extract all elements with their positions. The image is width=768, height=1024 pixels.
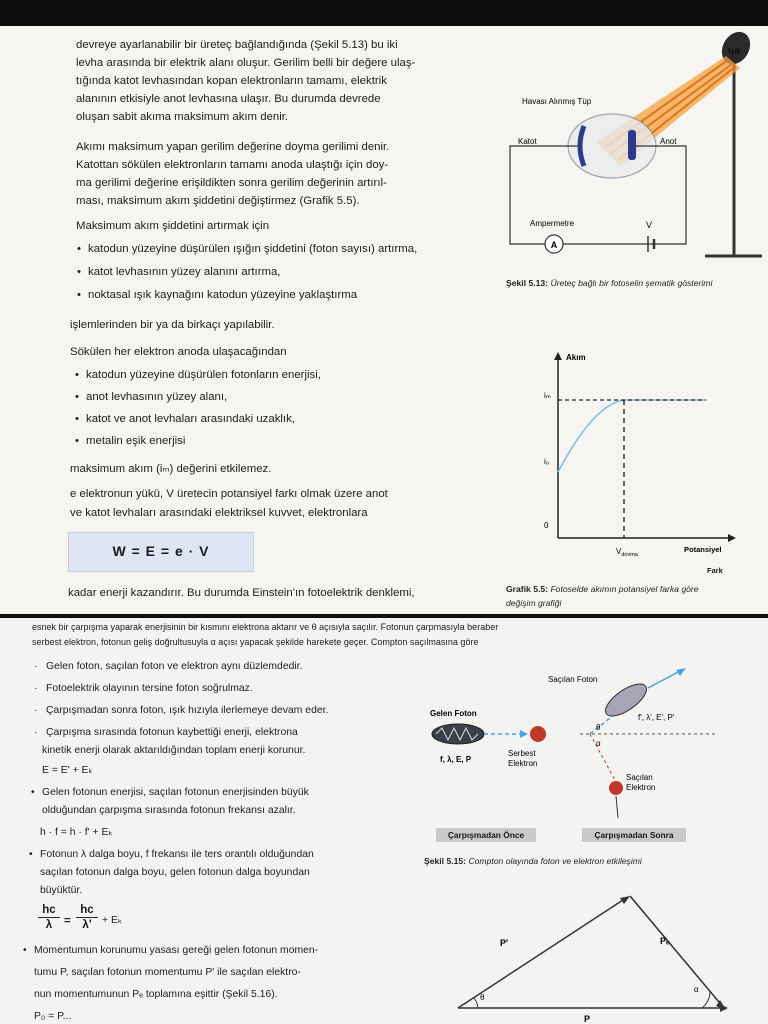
current-voltage-graph (524, 346, 768, 556)
cathode-label: Katot (518, 137, 537, 146)
frac-den: λ' (82, 919, 92, 931)
text-line: kinetik enerji olarak aktarıldığından toplam enerji korunur. (42, 745, 306, 756)
alpha-label: α (596, 739, 601, 748)
frac-num: hc (42, 904, 56, 916)
vdoyma-sub: doyma (621, 552, 638, 556)
p-label: P (584, 1014, 591, 1024)
equation: h · f = h · f' + Eₖ (40, 827, 113, 838)
incoming-photon-label: Gelen Foton (430, 709, 477, 718)
list-item: • katodun yüzeyine düşürülen fotonların enerjisi, (86, 368, 321, 382)
intro-line: esnek bir çarpışma yaparak enerjisinin bir kısmını elektrona aktarır ve θ açısıyla saçılır. Fotonun çarpmasıyla beraber (32, 622, 499, 632)
page-bottom (0, 618, 768, 1024)
text-line: ve katot levhaları arasındaki elektriksel kuvvet, elektronlara (70, 507, 368, 519)
dash-item: · Fotoelektrik olayının tersine foton soğrulmaz. (34, 683, 253, 694)
list-heading: Maksimum akım şiddetini artırmak için (76, 220, 270, 232)
origin-label: 0 (544, 521, 549, 530)
intro-line: serbest elektron, fotonun geliş doğrultusuyla α açısı yapacak şekilde harekete geçer. Compton saçılmasına göre (32, 637, 479, 647)
figure-caption (424, 856, 642, 866)
fraction (76, 904, 98, 931)
dash-item: · Çarpışma sırasında fotonun kaybettiği enerji, elektrona (34, 727, 298, 738)
text-line: kadar enerji kazandırır. Bu durumda Einstein'ın fotoelektrik denklemi, (68, 587, 415, 599)
ammeter-label: Ampermetre (530, 219, 575, 228)
list-footer: işlemlerinden bir ya da birkaçı yapılabilir. (70, 319, 275, 331)
graph-caption (506, 584, 699, 594)
frac-tail: + Eₖ (102, 915, 123, 926)
x-axis-label-2: Fark (707, 566, 723, 575)
dash-item-text: Çarpışma sırasında fotonun kaybettiği enerji, elektrona (46, 727, 298, 738)
text-line: nun momentumunun Pₑ toplamına eşittir (Şekil 5.16). (34, 989, 278, 1000)
caption-text: Fotoselde akımın potansiyel farka göre (550, 584, 699, 594)
list-item: • anot levhasının yüzey alanı, (86, 390, 227, 404)
scattered-electron-label: Saçılan (626, 773, 653, 782)
text-line: oluşan sabit akıma maksimum akım denir. (76, 111, 289, 123)
scattered-props: f', λ', E', P' (638, 713, 675, 722)
bullet-item: • Momentumun korunumu yasası gereği gelen fotonun momen- (34, 944, 318, 958)
text-line: tığında katot levhasından kopan elektronların tamamı, elektrik (76, 75, 387, 87)
voltage-label: V (646, 220, 653, 230)
text-line: Katottan sökülen elektronların tamamı anoda ulaştığı için doy- (76, 159, 389, 171)
text-line: alanının etkisiyle anot levhasına ulaşır. Bu durumda devrede (76, 93, 381, 105)
x-axis-label-1: Potansiyel (684, 545, 722, 554)
graph-caption-line2: değişim grafiği (506, 598, 562, 608)
text-line: ması, maksimum akım şiddetini değiştirmez (Grafik 5.5). (76, 195, 360, 207)
work-energy-formula: W = E = e · V (112, 543, 210, 559)
text-line: Akımı maksimum yapan gerilim değerine doyma gerilimi denir. (76, 141, 390, 153)
momentum-triangle (440, 892, 768, 1024)
formula-box (68, 532, 254, 572)
equals-sign: = (64, 915, 71, 927)
list-item: • katot ve anot levhaları arasındaki uzaklık, (86, 412, 295, 426)
text-line: tumu P, saçılan fotonun momentumu P' ile saçılan elektro- (34, 967, 301, 978)
caption-text: Üreteç bağlı bir fotoselin şematik gösterimi (550, 278, 713, 288)
dash-item-text: Çarpışmadan sonra foton, ışık hızıyla ilerlemeye devam eder. (46, 705, 329, 716)
caption-number: Şekil 5.13: (506, 278, 549, 288)
fraction (38, 904, 60, 931)
tube-label: Havası Alınmış Tüp (522, 97, 592, 106)
text-line: devreye ayarlanabilir bir üreteç bağlandığında (Şekil 5.13) bu iki (76, 39, 398, 51)
caption-text: Compton olayında foton ve elektron etkileşimi (468, 856, 642, 866)
photocell-diagram (500, 26, 768, 296)
text-line: saçılan fotonun dalga boyu, gelen fotonun dalga boyundan (40, 867, 310, 878)
list-item: • metalin eşik enerjisi (86, 434, 185, 448)
caption-number: Grafik 5.5: (506, 584, 549, 594)
bullet-item: • Fotonun λ dalga boyu, f frekansı ile ters orantılı olduğundan (40, 848, 314, 862)
list-footer: maksimum akım (iₘ) değerini etkilemez. (70, 463, 272, 475)
caption-number: Şekil 5.15: (424, 856, 467, 866)
alpha-label: α (694, 985, 699, 994)
theta-label: θ (480, 993, 485, 1002)
dash-item-text: Fotoelektrik olayının tersine foton soğrulmaz. (46, 683, 253, 694)
before-label: Çarpışmadan Önce (436, 828, 536, 842)
list-item: • noktasal ışık kaynağını katodun yüzeyine yaklaştırma (88, 288, 357, 302)
page-top (0, 26, 768, 614)
im-label: iₘ (544, 391, 551, 400)
top-dark-edge (0, 0, 768, 26)
vdoyma-label (616, 547, 639, 556)
frac-num: hc (80, 904, 94, 916)
dash-item: · Gelen foton, saçılan foton ve elektron aynı düzlemdedir. (34, 661, 303, 672)
text-line: olduğundan çarpışma sırasında fotonun frekansı azalır. (42, 805, 296, 816)
scattered-electron-label2: Elektron (626, 783, 656, 792)
list-item: • katodun yüzeyine düşürülen ışığın şiddetini (foton sayısı) artırma, (88, 242, 417, 256)
dash-item-text: Gelen foton, saçılan foton ve elektron aynı düzlemdedir. (46, 661, 303, 672)
figure-caption (506, 278, 712, 288)
text-line: ma gerilimi değerine erişildikten sonra gerilim değerinin artırıl- (76, 177, 387, 189)
light-label: Işık (728, 47, 741, 56)
pe-label: Pₑ (660, 936, 670, 946)
bullet-item: • Gelen fotonun enerjisi, saçılan fotonun enerjisinden büyük (42, 786, 309, 800)
anode-label: Anot (660, 137, 677, 146)
vdoyma-v: V (616, 547, 622, 556)
free-electron-label2: Elektron (508, 759, 538, 768)
p-prime-label: P' (500, 938, 509, 948)
after-label: Çarpışmadan Sonra (582, 828, 686, 842)
list-heading: Sökülen her elektron anoda ulaşacağından (70, 346, 287, 358)
incoming-props: f, λ, E, P (440, 755, 472, 764)
dash-item: · Çarpışmadan sonra foton, ışık hızıyla ilerlemeye devam eder. (34, 705, 329, 716)
equation: E = E' + Eₖ (42, 765, 93, 776)
scattered-photon-label: Saçılan Foton (548, 675, 598, 684)
i0-label: i₀ (544, 457, 550, 466)
text-line: e elektronun yükü, V üretecin potansiyel farkı olmak üzere anot (70, 488, 388, 500)
equation: P₀ = P... (34, 1011, 72, 1022)
free-electron-label: Serbest (508, 749, 536, 758)
compton-diagram (420, 668, 768, 848)
ammeter-symbol: A (550, 240, 558, 250)
text-line: büyüktür. (40, 885, 83, 896)
text-line: levha arasında bir elektrik alanı oluşur. Gerilim belli bir değere ulaş- (76, 57, 416, 69)
theta-label: θ (596, 723, 601, 732)
frac-den: λ (45, 919, 53, 931)
list-item: • katot levhasının yüzey alanını artırma, (88, 265, 280, 279)
y-axis-label: Akım (566, 353, 586, 362)
